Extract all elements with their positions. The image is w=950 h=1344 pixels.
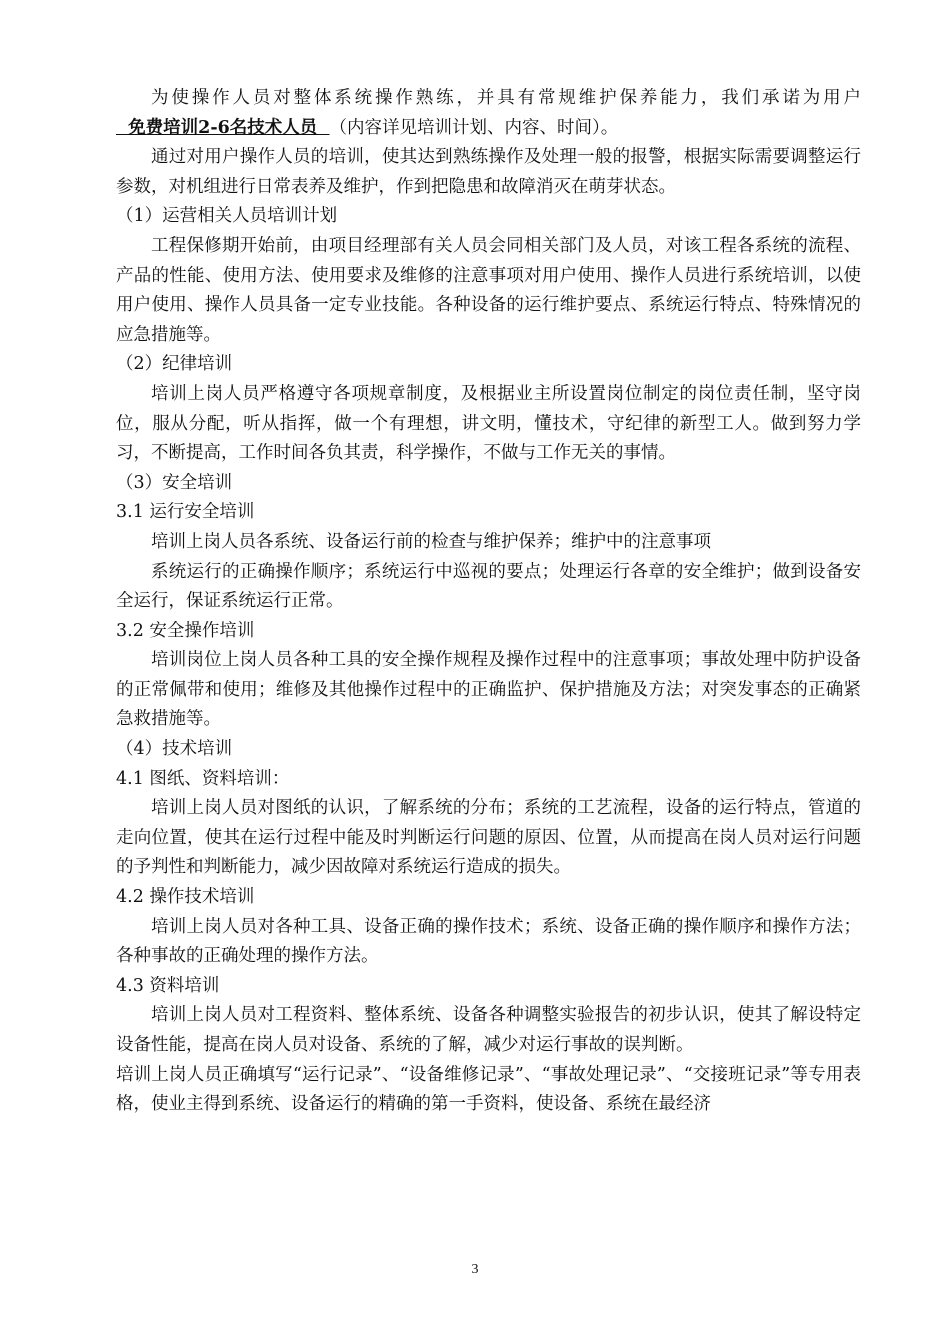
section-2-heading: （2）纪律培训 (116, 354, 233, 375)
section-4-3-body: 培训上岗人员对工程资料、整体系统、设备各种调整实验报告的初步认识，使其了解设特定设备性能，提高在岗人员对设备、系统的了解，减少对运行事故的误判断。 (116, 1005, 861, 1055)
section-4-3-heading: 4.3 资料培训 (116, 975, 220, 996)
section-4-1-body: 培训上岗人员对图纸的认识，了解系统的分布；系统的工艺流程，设备的运行特点，管道的走向位置，使其在运行过程中能及时判断运行问题的原因、位置，从而提高在岗人员对运行问题的予判性和判断能力，减少因故障对系统运行造成的损失。 (116, 798, 861, 878)
section-4-1-heading: 4.1 图纸、资料培训： (116, 768, 290, 789)
section-4-heading: （4）技术培训 (116, 739, 233, 760)
document-body (116, 84, 861, 1120)
section-3-heading: （3）安全培训 (116, 472, 233, 493)
section-3-2-body: 培训岗位上岗人员各种工具的安全操作规程及操作过程中的注意事项；事故处理中防护设备的正常佩带和使用；维修及其他操作过程中的正确监护、保护措施及方法；对突发事态的正确紧急救措施等。 (116, 650, 861, 730)
intro-text-after: （内容详见培训计划、内容、时间）。 (329, 117, 619, 138)
page-number: 3 (471, 1262, 479, 1277)
section-1-body: 工程保修期开始前，由项目经理部有关人员会同相关部门及人员，对该工程各系统的流程、产品的性能、使用方法、使用要求及维修的注意事项对用户使用、操作人员进行系统培训，以使用户使用、操作人员具备一定专业技能。各种设备的运行维护要点、系统运行特点、特殊情况的应急措施等。 (116, 235, 861, 345)
intro-paragraph (116, 84, 861, 143)
intro-paragraph-2: 通过对用户操作人员的培训，使其达到熟练操作及处理一般的报警，根据实际需要调整运行参数，对机组进行日常表养及维护，作到把隐患和故障消灭在萌芽状态。 (116, 147, 861, 197)
section-2-body: 培训上岗人员严格遵守各项规章制度，及根据业主所设置岗位制定的岗位责任制，坚守岗位，服从分配，听从指挥，做一个有理想，讲文明，懂技术，守纪律的新型工人。做到努力学习，不断提高，工作时间各负其责，科学操作，不做与工作无关的事情。 (116, 383, 861, 464)
section-3-1-body-1: 培训上岗人员各系统、设备运行前的检查与维护保养；维护中的注意事项 (151, 531, 711, 552)
section-4-2-heading: 4.2 操作技术培训 (116, 887, 255, 908)
section-4-3-body-2: 培训上岗人员正确填写“运行记录”、“设备维修记录”、“事故处理记录”、“交接班记录”等专用表格，使业主得到系统、设备运行的精确的第一手资料，使设备、系统在最经济 (116, 1064, 861, 1115)
intro-text: 为使操作人员对整体系统操作熟练，并具有常规维护保养能力，我们承诺为用户 (151, 88, 861, 108)
section-3-1-body-2: 系统运行的正确操作顺序；系统运行中巡视的要点；处理运行各章的安全维护；做到设备安全运行，保证系统运行正常。 (116, 561, 861, 612)
training-commitment: 免费培训2-6名技术人员 (116, 117, 330, 138)
section-1-heading: （1）运营相关人员培训计划 (116, 206, 338, 227)
section-3-1-heading: 3.1 运行安全培训 (116, 502, 255, 523)
section-4-2-body: 培训上岗人员对各种工具、设备正确的操作技术；系统、设备正确的操作顺序和操作方法；各种事故的正确处理的操作方法。 (116, 916, 861, 967)
section-3-2-heading: 3.2 安全操作培训 (116, 620, 255, 641)
